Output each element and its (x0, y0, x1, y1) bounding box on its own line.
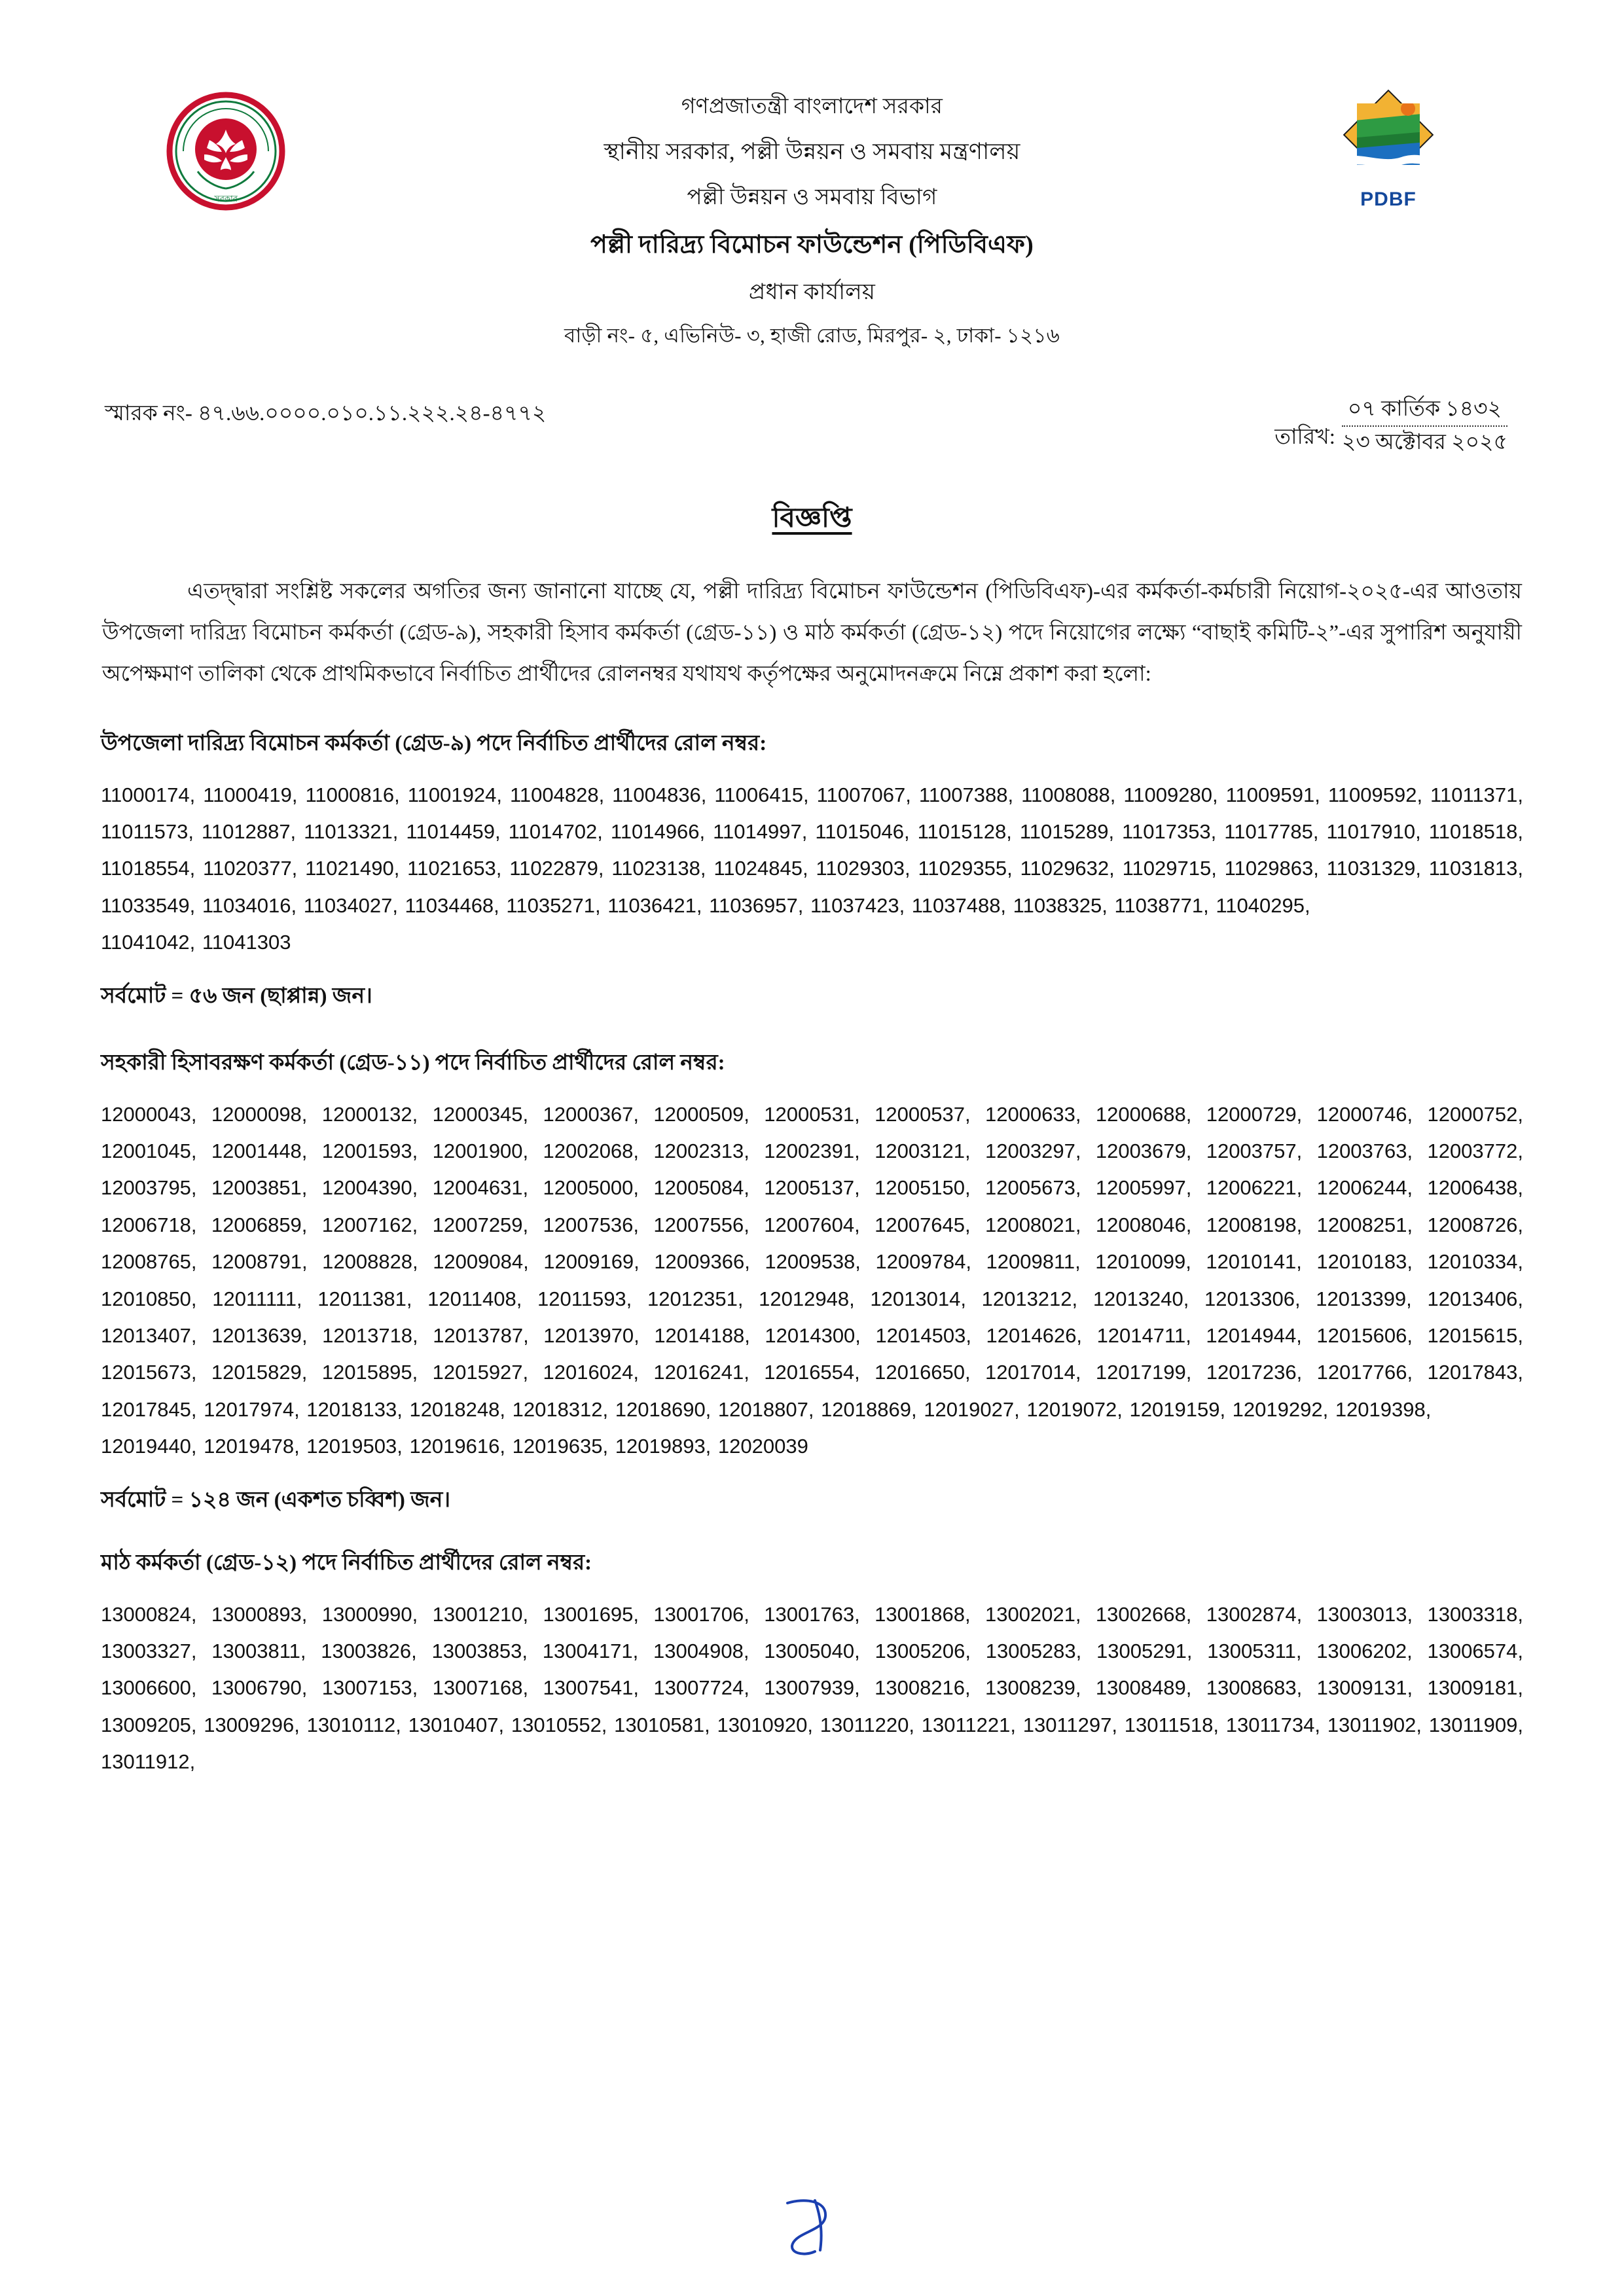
roll-list-grade9-tail: 11041042, 11041303 (101, 931, 291, 954)
signature-mark (747, 2194, 878, 2266)
document-header (98, 63, 1526, 361)
section-heading-grade9: উপজেলা দারিদ্র্য বিমোচন কর্মকর্তা (গ্রেড-৯) পদে নির্বাচিত প্রার্থীদের রোল নম্বর: (101, 731, 767, 755)
header-line-ministry: স্থানীয় সরকার, পল্লী উন্নয়ন ও সমবায় মন্ত্রণালয় (604, 139, 1020, 164)
header-line-organization: পল্লী দারিদ্র্য বিমোচন ফাউন্ডেশন (পিডিবিএফ) (590, 231, 1034, 259)
memo-row (98, 396, 1526, 457)
pdbf-logo (1323, 89, 1454, 220)
date-divider (1342, 425, 1507, 427)
bangladesh-government-emblem-icon (164, 89, 288, 213)
date-block (1274, 396, 1507, 457)
total-grade11: সর্বমোট = ১২৪ জন (একশত চব্বিশ) জন। (101, 1488, 451, 1512)
intro-paragraph: এতদ্দ্বারা সংশ্লিষ্ট সকলের অগতির জন্য জানানো যাচ্ছে যে, পল্লী দারিদ্র্য বিমোচন ফাউন্ডেশন (পিডিবিএফ)-এর কর্মকর্তা-কর্মচারী নিয়োগ-২০২৫-এর আওতায় উপজেলা দারিদ্র্য বিমোচন কর্মকর্তা (গ্রেড-৯), সহকারী হিসাব কর্মকর্তা (গ্রেড-১১) ও মাঠ কর্মকর্তা (গ্রেড-১২) পদে নিয়োগের লক্ষ্যে “বাছাই কমিটি-২”-এর সুপারিশ অনুযায়ী অপেক্ষমাণ তালিকা থেকে প্রাথমিকভাবে নির্বাচিত প্রার্থীদের রোলনম্বর যথাযথ কর্তৃপক্ষের অনুমোদনক্রমে নিম্নে প্রকাশ করা হলো: (102, 579, 1522, 687)
roll-list-grade9 (98, 777, 1526, 961)
total-grade9: সর্বমোট = ৫৬ জন (ছাপ্পান্ন) জন। (101, 984, 372, 1008)
header-line-division: পল্লী উন্নয়ন ও সমবায় বিভাগ (687, 185, 937, 209)
date-english: ২৩ অক্টোবর ২০২৫ (1341, 431, 1507, 455)
section-heading-grade11: সহকারী হিসাবরক্ষণ কর্মকর্তা (গ্রেড-১১) পদে নির্বাচিত প্রার্থীদের রোল নম্বর: (101, 1050, 725, 1075)
roll-list-grade9-body: 11000174, 11000419, 11000816, 11001924, 11004828, 11004836, 11006415, 11007067, 11007388, 11008088, 11009280, 11009591, 11009592, 11011371, 11011573, 11012887, 11013321, 11014459, 11014702, 11014966, 11014997, 11015046, 11015128, 11015289, 11017353, 11017785, 11017910, 11018518, 11018554, 11020377, 11021490, 11021653, 11022879, 11023138, 11024845, 11029303, 11029355, 11029632, 11029715, 11029863, 11031329, 11031813, 11033549, 11034016, 11034027, 11034468, 11035271, 11036421, 11036957, 11037423, 11037488, 11038325, 11038771, 11040295, (101, 783, 1523, 917)
pdbf-logo-text: PDBF (1360, 188, 1416, 210)
header-line-address: বাড়ী নং- ৫, এভিনিউ- ৩, হাজী রোড, মিরপুর- ২, ঢাকা- ১২১৬ (564, 324, 1060, 347)
roll-list-grade12-body: 13000824, 13000893, 13000990, 13001210, 13001695, 13001706, 13001763, 13001868, 13002021, 13002668, 13002874, 13003013, 13003318, 13003327, 13003811, 13003826, 13003853, 13004171, 13004908, 13005040, 13005206, 13005283, 13005291, 13005311, 13006202, 13006574, 13006600, 13006790, 13007153, 13007168, 13007541, 13007724, 13007939, 13008216, 13008239, 13008489, 13008683, 13009131, 13009181, 13009205, 13009296, 13010112, 13010407, 13010552, 13010581, 13010920, 13011220, 13011221, 13011297, 13011518, 13011734, 13011902, 13011909, 13011912, (101, 1602, 1523, 1774)
section-heading-grade12: মাঠ কর্মকর্তা (গ্রেড-১২) পদে নির্বাচিত প্রার্থীদের রোল নম্বর: (101, 1551, 592, 1575)
date-label: তারিখ: (1274, 425, 1335, 449)
roll-list-grade11 (98, 1096, 1526, 1465)
roll-list-grade11-tail: 12019440, 12019478, 12019503, 12019616, 12019635, 12019893, 12020039 (101, 1435, 808, 1458)
roll-list-grade11-body: 12000043, 12000098, 12000132, 12000345, 12000367, 12000509, 12000531, 12000537, 12000633, 12000688, 12000729, 12000746, 12000752, 12001045, 12001448, 12001593, 12001900, 12002068, 12002313, 12002391, 12003121, 12003297, 12003679, 12003757, 12003763, 12003772, 12003795, 12003851, 12004390, 12004631, 12005000, 12005084, 12005137, 12005150, 12005673, 12005997, 12006221, 12006244, 12006438, 12006718, 12006859, 12007162, 12007259, 12007536, 12007556, 12007604, 12007645, 12008021, 12008046, 12008198, 12008251, 12008726, 12008765, 12008791, 12008828, 12009084, 12009169, 12009366, 12009538, 12009784, 12009811, 12010099, 12010141, 12010183, 12010334, 12010850, 12011111, 12011381, 12011408, 12011593, 12012351, 12012948, 12013014, 12013212, 12013240, 12013306, 12013399, 12013406, 12013407, 12013639, 12013718, 12013787, 12013970, 12014188, 12014300, 12014503, 12014626, 12014711, 12014944, 12015606, 12015615, 12015673, 12015829, 12015895, 12015927, 12016024, 12016241, 12016554, 12016650, 12017014, 12017199, 12017236, 12017766, 12017843, 12017845, 12017974, 12018133, 12018248, 12018312, 12018690, 12018807, 12018869, 12019027, 12019072, 12019159, 12019292, 12019398, (101, 1102, 1523, 1421)
page-title: বিজ্ঞপ্তি (772, 503, 852, 533)
date-bangla: ০৭ কার্তিক ১৪৩২ (1347, 397, 1502, 421)
header-line-office: প্রধান কার্যালয় (748, 280, 876, 304)
header-line-government: গণপ্রজাতন্ত্রী বাংলাদেশ সরকার (681, 95, 943, 118)
date-values (1342, 396, 1507, 457)
memo-number: স্মারক নং- ৪৭.৬৬.০০০০.০১০.১১.২২২.২৪-৪৭৭২ (105, 402, 547, 425)
svg-text:সরকার: সরকার (214, 194, 238, 204)
roll-list-grade12 (98, 1596, 1526, 1781)
